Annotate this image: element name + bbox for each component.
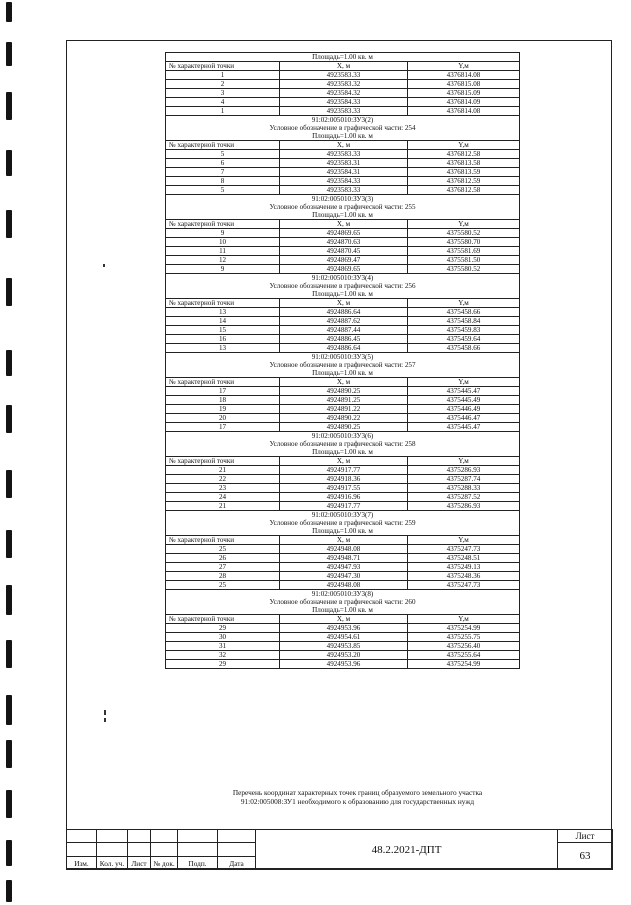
parcel-area: Площадь=1.00 кв. м [166, 132, 520, 141]
sheet-label: Лист [558, 830, 613, 843]
coord-x: 4924917.77 [280, 502, 408, 511]
coord-x: 4923584.32 [280, 89, 408, 98]
header-y: Y,м [408, 62, 520, 71]
coord-x: 4924918.36 [280, 475, 408, 484]
point-number: 17 [166, 387, 280, 396]
stamp-label-date: Дата [218, 857, 256, 870]
coord-x: 4923584.31 [280, 168, 408, 177]
point-number: 21 [166, 466, 280, 475]
sheet-number: 63 [558, 843, 613, 870]
stamp-label-izm: Изм. [67, 857, 97, 870]
margin-tick [103, 264, 105, 267]
coord-y: 4375458.66 [408, 308, 520, 317]
point-number: 7 [166, 168, 280, 177]
point-number: 8 [166, 177, 280, 186]
point-number: 9 [166, 229, 280, 238]
point-number: 29 [166, 624, 280, 633]
coord-x: 4923583.32 [280, 80, 408, 89]
header-y: Y,м [408, 457, 520, 466]
point-number: 1 [166, 71, 280, 80]
header-y: Y,м [408, 378, 520, 387]
coord-x: 4924891.22 [280, 405, 408, 414]
coord-x: 4924887.62 [280, 317, 408, 326]
point-number: 18 [166, 396, 280, 405]
coord-x: 4924870.63 [280, 238, 408, 247]
coord-y: 4376812.58 [408, 150, 520, 159]
point-number: 15 [166, 326, 280, 335]
header-x: X, м [280, 141, 408, 150]
coord-y: 4376813.58 [408, 159, 520, 168]
parcel-cadastral-number: 91:02:005010:ЗУ3(2) [166, 116, 520, 125]
point-number: 30 [166, 633, 280, 642]
coord-y: 4375445.47 [408, 387, 520, 396]
coord-x: 4924890.25 [280, 387, 408, 396]
parcel-area: Площадь=1.00 кв. м [166, 448, 520, 457]
header-x: X, м [280, 62, 408, 71]
legend-reference: Условное обозначение в графической части: 257 [166, 361, 520, 369]
point-number: 14 [166, 317, 280, 326]
parcel-area: Площадь=1.00 кв. м [166, 53, 520, 62]
parcel-area: Площадь=1.00 кв. м [166, 606, 520, 615]
point-number: 13 [166, 308, 280, 317]
coord-x: 4924948.71 [280, 554, 408, 563]
header-x: X, м [280, 378, 408, 387]
coord-x: 4923583.33 [280, 71, 408, 80]
coord-y: 4375288.33 [408, 484, 520, 493]
point-number: 12 [166, 256, 280, 265]
point-number: 2 [166, 80, 280, 89]
coord-x: 4924953.20 [280, 651, 408, 660]
parcel-cadastral-number: 91:02:005010:ЗУ3(8) [166, 590, 520, 599]
title-block [66, 829, 613, 870]
coord-x: 4924948.08 [280, 545, 408, 554]
coord-x: 4924953.96 [280, 624, 408, 633]
coord-y: 4375446.49 [408, 405, 520, 414]
coord-x: 4924917.55 [280, 484, 408, 493]
list-caption-line1: Перечень координат характерных точек границ образуемого земельного участка [232, 788, 483, 797]
coord-y: 4375580.52 [408, 265, 520, 274]
coord-y: 4375248.51 [408, 554, 520, 563]
coord-x: 4924917.77 [280, 466, 408, 475]
point-number: 22 [166, 475, 280, 484]
header-point-number: № характерной точки [166, 536, 280, 545]
coord-x: 4924890.25 [280, 423, 408, 432]
header-point-number: № характерной точки [166, 220, 280, 229]
point-number: 11 [166, 247, 280, 256]
list-caption-line2: 91:02:005008:ЗУ1 необходимого к образованию для государственных нужд [240, 797, 475, 806]
point-number: 5 [166, 150, 280, 159]
point-number: 16 [166, 335, 280, 344]
coord-y: 4375286.93 [408, 466, 520, 475]
point-number: 26 [166, 554, 280, 563]
header-y: Y,м [408, 615, 520, 624]
coord-y: 4375256.40 [408, 642, 520, 651]
coord-y: 4375254.99 [408, 660, 520, 669]
header-point-number: № характерной точки [166, 615, 280, 624]
coord-y: 4375445.49 [408, 396, 520, 405]
coord-y: 4376813.59 [408, 168, 520, 177]
coord-y: 4376812.59 [408, 177, 520, 186]
parcel-cadastral-number: 91:02:005010:ЗУ3(3) [166, 195, 520, 204]
header-point-number: № характерной точки [166, 378, 280, 387]
coord-y: 4375249.13 [408, 563, 520, 572]
stamp-label-list: Лист [128, 857, 151, 870]
coord-x: 4924953.96 [280, 660, 408, 669]
parcel-cadastral-number: 91:02:005010:ЗУ3(6) [166, 432, 520, 441]
coord-y: 4375458.84 [408, 317, 520, 326]
coord-y: 4375248.36 [408, 572, 520, 581]
header-x: X, м [280, 457, 408, 466]
coord-y: 4375247.73 [408, 545, 520, 554]
coord-x: 4924891.25 [280, 396, 408, 405]
coordinates-table [165, 52, 520, 669]
coord-x: 4924890.22 [280, 414, 408, 423]
coord-y: 4376815.09 [408, 89, 520, 98]
header-y: Y,м [408, 141, 520, 150]
document-code: 48.2.2021-ДПТ [256, 830, 558, 870]
header-point-number: № характерной точки [166, 299, 280, 308]
coord-x: 4924869.65 [280, 229, 408, 238]
point-number: 28 [166, 572, 280, 581]
coord-y: 4375446.47 [408, 414, 520, 423]
margin-tick [104, 718, 106, 722]
coord-y: 4375255.75 [408, 633, 520, 642]
header-point-number: № характерной точки [166, 457, 280, 466]
coord-y: 4375445.47 [408, 423, 520, 432]
point-number: 19 [166, 405, 280, 414]
point-number: 6 [166, 159, 280, 168]
coord-x: 4923583.33 [280, 107, 408, 116]
header-y: Y,м [408, 536, 520, 545]
header-x: X, м [280, 615, 408, 624]
coord-y: 4376814.08 [408, 107, 520, 116]
coord-y: 4376812.58 [408, 186, 520, 195]
coord-x: 4924916.96 [280, 493, 408, 502]
coord-y: 4375459.64 [408, 335, 520, 344]
coord-x: 4923583.33 [280, 186, 408, 195]
coord-x: 4924948.08 [280, 581, 408, 590]
coord-y: 4376815.08 [408, 80, 520, 89]
coord-y: 4375287.74 [408, 475, 520, 484]
parcel-area: Площадь=1.00 кв. м [166, 211, 520, 220]
point-number: 3 [166, 89, 280, 98]
coord-y: 4375458.66 [408, 344, 520, 353]
header-x: X, м [280, 536, 408, 545]
legend-reference: Условное обозначение в графической части: 256 [166, 282, 520, 290]
parcel-cadastral-number: 91:02:005010:ЗУ3(5) [166, 353, 520, 362]
parcel-area: Площадь=1.00 кв. м [166, 527, 520, 536]
point-number: 25 [166, 545, 280, 554]
header-y: Y,м [408, 220, 520, 229]
coord-y: 4375255.64 [408, 651, 520, 660]
parcel-area: Площадь=1.00 кв. м [166, 290, 520, 299]
coord-y: 4375581.50 [408, 256, 520, 265]
coord-x: 4924886.64 [280, 344, 408, 353]
stamp-label-kol-uch: Кол. уч. [97, 857, 128, 870]
coord-y: 4375254.99 [408, 624, 520, 633]
point-number: 23 [166, 484, 280, 493]
coord-y: 4375247.73 [408, 581, 520, 590]
point-number: 32 [166, 651, 280, 660]
point-number: 4 [166, 98, 280, 107]
parcel-cadastral-number: 91:02:005010:ЗУ3(4) [166, 274, 520, 283]
list-caption [150, 788, 565, 806]
coord-x: 4923583.31 [280, 159, 408, 168]
coord-y: 4376814.09 [408, 98, 520, 107]
legend-reference: Условное обозначение в графической части: 260 [166, 598, 520, 606]
coord-y: 4375581.69 [408, 247, 520, 256]
coord-x: 4924886.64 [280, 308, 408, 317]
parcel-cadastral-number: 91:02:005010:ЗУ3(7) [166, 511, 520, 520]
coord-y: 4376814.08 [408, 71, 520, 80]
header-x: X, м [280, 220, 408, 229]
header-y: Y,м [408, 299, 520, 308]
coord-x: 4924947.93 [280, 563, 408, 572]
parcel-area: Площадь=1.00 кв. м [166, 369, 520, 378]
point-number: 25 [166, 581, 280, 590]
coord-x: 4923584.33 [280, 177, 408, 186]
point-number: 17 [166, 423, 280, 432]
coord-x: 4924886.45 [280, 335, 408, 344]
header-x: X, м [280, 299, 408, 308]
point-number: 1 [166, 107, 280, 116]
point-number: 27 [166, 563, 280, 572]
point-number: 9 [166, 265, 280, 274]
point-number: 24 [166, 493, 280, 502]
coord-y: 4375580.52 [408, 229, 520, 238]
legend-reference: Условное обозначение в графической части: 258 [166, 440, 520, 448]
coord-x: 4924869.47 [280, 256, 408, 265]
coord-x: 4924869.65 [280, 265, 408, 274]
header-point-number: № характерной точки [166, 62, 280, 71]
coord-x: 4923583.33 [280, 150, 408, 159]
coord-x: 4923584.33 [280, 98, 408, 107]
coord-y: 4375286.93 [408, 502, 520, 511]
point-number: 5 [166, 186, 280, 195]
coord-x: 4924953.85 [280, 642, 408, 651]
coord-y: 4375459.83 [408, 326, 520, 335]
coord-x: 4924887.44 [280, 326, 408, 335]
coord-x: 4924954.61 [280, 633, 408, 642]
stamp-label-doc-no: № док. [151, 857, 178, 870]
legend-reference: Условное обозначение в графической части: 259 [166, 519, 520, 527]
margin-tick [104, 710, 106, 715]
header-point-number: № характерной точки [166, 141, 280, 150]
coord-x: 4924947.30 [280, 572, 408, 581]
point-number: 31 [166, 642, 280, 651]
coord-y: 4375580.70 [408, 238, 520, 247]
coord-y: 4375287.52 [408, 493, 520, 502]
stamp-label-signature: Подп. [178, 857, 218, 870]
point-number: 20 [166, 414, 280, 423]
point-number: 21 [166, 502, 280, 511]
point-number: 29 [166, 660, 280, 669]
point-number: 13 [166, 344, 280, 353]
legend-reference: Условное обозначение в графической части: 254 [166, 124, 520, 132]
point-number: 10 [166, 238, 280, 247]
legend-reference: Условное обозначение в графической части: 255 [166, 203, 520, 211]
coord-x: 4924870.45 [280, 247, 408, 256]
